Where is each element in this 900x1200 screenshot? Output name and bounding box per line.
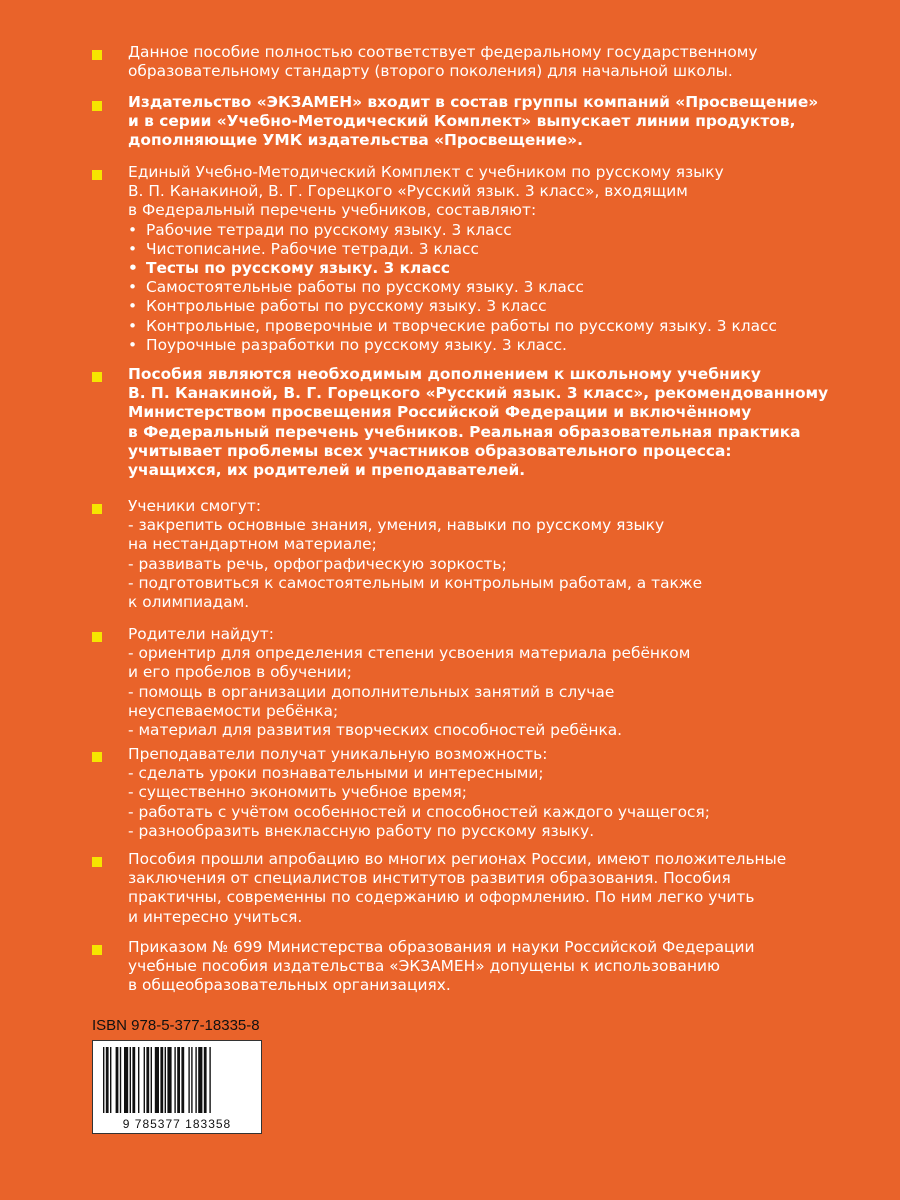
text-line: - материал для развития творческих способностей ребёнка.	[128, 721, 623, 740]
paragraph-umk	[128, 163, 868, 355]
text-line: в общеобразовательных организациях.	[128, 976, 451, 995]
paragraph-order	[128, 938, 868, 996]
text-line: и его пробелов в обучении;	[128, 663, 352, 682]
text-line: - существенно экономить учебное время;	[128, 783, 467, 802]
barcode-bar	[167, 1047, 171, 1113]
barcode-bar	[106, 1047, 109, 1113]
text-line: Данное пособие полностью соответствует федеральному государственному	[128, 43, 758, 61]
barcode-bar	[198, 1047, 202, 1113]
barcode-bar	[195, 1047, 196, 1113]
text-line: Пособия прошли апробацию во многих регионах России, имеют положительные	[128, 850, 787, 868]
barcode-bars-icon	[103, 1047, 251, 1113]
bullet-square-icon	[92, 632, 102, 642]
barcode-bar	[181, 1047, 184, 1113]
paragraph-fgos	[128, 43, 868, 81]
bullet-square-icon	[92, 170, 102, 180]
text-line: на нестандартном материале;	[128, 535, 377, 554]
text-line: учитывает проблемы всех участников образовательного процесса:	[128, 441, 732, 460]
text-line: - закрепить основные знания, умения, навыки по русскому языку	[128, 516, 665, 535]
barcode-bar	[174, 1047, 175, 1113]
text-line: практичны, современны по содержанию и оформлению. По ним легко учить	[128, 888, 755, 907]
barcode-bar	[155, 1047, 159, 1113]
text-line: В. П. Канакиной, В. Г. Горецкого «Русский язык. 3 класс», входящим	[128, 182, 688, 201]
bullet-square-icon	[92, 50, 102, 60]
paragraph-parents	[128, 625, 868, 740]
barcode-bar	[110, 1047, 111, 1113]
bullet-square-icon	[92, 372, 102, 382]
list-item: • Рабочие тетради по русскому языку. 3 класс	[128, 221, 868, 240]
text-line: - подготовиться к самостоятельным и контрольным работам, а также	[128, 573, 703, 592]
text-line: - помощь в организации дополнительных занятий в случае	[128, 682, 615, 701]
text-line: Единый Учебно-Методический Комплект с учебником по русскому языку	[128, 163, 724, 181]
text-line: образовательному стандарту (второго поколения) для начальной школы.	[128, 62, 733, 81]
barcode	[92, 1040, 262, 1134]
text-line: Министерством просвещения Российской Федерации и включённому	[128, 403, 752, 422]
text-line: Преподаватели получат уникальную возможность:	[128, 745, 548, 763]
list-item-highlighted: • Тесты по русскому языку. 3 класс	[128, 259, 868, 278]
text-line: - сделать уроки познавательными и интересными;	[128, 764, 544, 783]
list-item: • Поурочные разработки по русскому языку. 3 класс.	[128, 336, 868, 355]
barcode-bar	[165, 1047, 166, 1113]
barcode-bar	[177, 1047, 180, 1113]
list-item: • Самостоятельные работы по русскому языку. 3 класс	[128, 278, 868, 297]
paragraph-approbation	[128, 850, 868, 927]
paragraph-publisher	[128, 93, 868, 151]
bullet-square-icon	[92, 752, 102, 762]
text-line: Родители найдут:	[128, 625, 274, 643]
text-line: учебные пособия издательства «ЭКЗАМЕН» допущены к использованию	[128, 957, 720, 976]
text-line: заключения от специалистов институтов развития образования. Пособия	[128, 869, 731, 888]
text-line: В. П. Канакиной, В. Г. Горецкого «Русский язык. 3 класс», рекомендованному	[128, 384, 829, 403]
paragraph-students	[128, 497, 868, 612]
text-line: и интересно учиться.	[128, 907, 303, 926]
text-line: Издательство «ЭКЗАМЕН» входит в состав группы компаний «Просвещение»	[128, 93, 819, 111]
bullet-square-icon	[92, 945, 102, 955]
barcode-bar	[160, 1047, 163, 1113]
text-line: Ученики смогут:	[128, 497, 262, 515]
list-item: • Контрольные работы по русскому языку. 3 класс	[128, 297, 868, 316]
barcode-bar	[188, 1047, 189, 1113]
barcode-bar	[191, 1047, 192, 1113]
bullet-square-icon	[92, 101, 102, 111]
barcode-bar	[132, 1047, 135, 1113]
barcode-bar	[103, 1047, 104, 1113]
text-line: - ориентир для определения степени усвоения материала ребёнком	[128, 644, 691, 663]
text-line: Приказом № 699 Министерства образования и науки Российской Федерации	[128, 938, 755, 956]
text-line: в Федеральный перечень учебников. Реальная образовательная практика	[128, 422, 801, 441]
text-line: к олимпиадам.	[128, 593, 250, 612]
paragraph-supplement	[128, 365, 868, 480]
barcode-bar	[209, 1047, 210, 1113]
barcode-number: 9 785377 183358	[122, 1117, 232, 1131]
bullet-square-icon	[92, 504, 102, 514]
text-line: в Федеральный перечень учебников, составляют:	[128, 201, 537, 220]
text-line: дополняющие УМК издательства «Просвещение».	[128, 131, 583, 150]
text-line: неуспеваемости ребёнка;	[128, 701, 339, 720]
barcode-bar	[146, 1047, 149, 1113]
list-item: • Контрольные, проверочные и творческие работы по русскому языку. 3 класс	[128, 317, 868, 336]
barcode-bar	[151, 1047, 152, 1113]
barcode-bar	[116, 1047, 119, 1113]
barcode-bar	[130, 1047, 131, 1113]
barcode-bar	[124, 1047, 128, 1113]
barcode-bar	[138, 1047, 139, 1113]
text-line: Пособия являются необходимым дополнением к школьному учебнику	[128, 365, 761, 383]
isbn-label: ISBN 978-5-377-18335-8	[92, 1017, 260, 1034]
text-line: - развивать речь, орфографическую зоркость;	[128, 554, 507, 573]
list-item: • Чистописание. Рабочие тетради. 3 класс	[128, 240, 868, 259]
bullet-square-icon	[92, 857, 102, 867]
text-line: - работать с учётом особенностей и способностей каждого учащегося;	[128, 802, 710, 821]
text-line: учащихся, их родителей и преподавателей.	[128, 461, 526, 480]
barcode-bar	[204, 1047, 207, 1113]
paragraph-teachers	[128, 745, 868, 841]
barcode-bar	[120, 1047, 121, 1113]
text-line: и в серии «Учебно-Методический Комплект» выпускает линии продуктов,	[128, 112, 796, 131]
barcode-bar	[144, 1047, 145, 1113]
text-line: - разнообразить внеклассную работу по русскому языку.	[128, 821, 595, 840]
